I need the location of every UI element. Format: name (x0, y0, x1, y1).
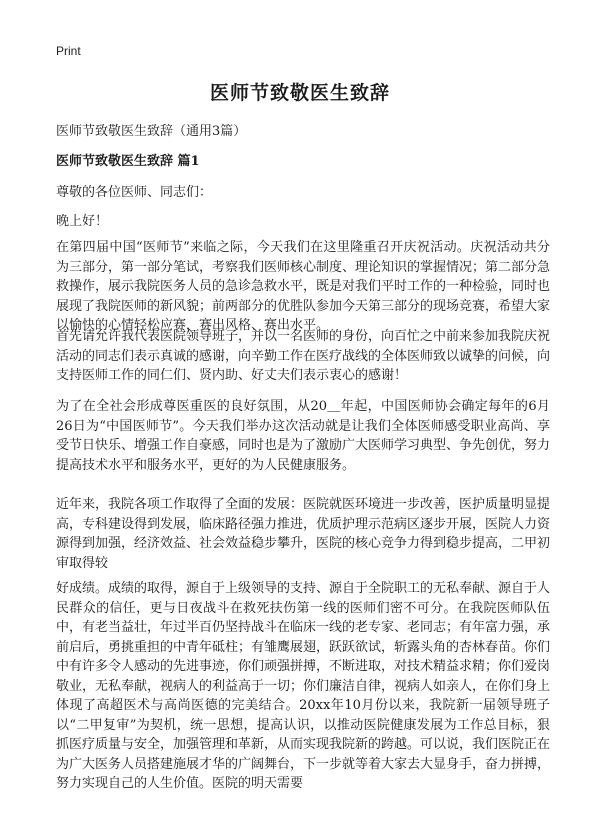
document-subtitle: 医师节致敬医生致辞（通用3篇） (56, 124, 247, 139)
document-title: 医师节致敬医生致辞 (209, 82, 390, 104)
greeting: 晚上好！ (56, 214, 109, 229)
paragraph-2: 首先请允许我代表医院领导班子，并以一名医师的身份，向百忙之中前来参加我院庆祝活动的同志们表示真诚的感谢，向辛勤工作在医疗战线的全体医师致以诚挚的问候，向支持医师工作的同仁们、贤内助、好丈夫们表示衷心的感谢！ (56, 329, 551, 383)
print-label[interactable]: Print (56, 44, 81, 58)
paragraph-4: 近年来，我院各项工作取得了全面的发展：医院就医环境进一步改善，医护质量明显提高，专科建设得到发展，临床路径强力推进，优质护理示范病区逐步开展，医院人力资源得到加强，经济效益、社会效益稳步攀升，医院的核心竞争力得到稳步提高，二甲初审取得较 (56, 497, 551, 571)
section-heading: 医师节致敬医生致辞 篇1 (56, 154, 200, 169)
paragraph-3: 为了在全社会形成尊医重医的良好氛围，从20＿年起，中国医师协会确定每年的6月26日为“中国医师节”。今天我们举办这次活动就是让我们全体医师感受职业高尚、享受节日快乐、增强工作自豪感，同时也是为了激励广大医师学习典型、争先创优，努力提高技术水平和服务水平，更好的为人民健康服务。 (56, 399, 551, 473)
paragraph-1: 在第四届中国“医师节”来临之际，今天我们在这里隆重召开庆祝活动。庆祝活动共分为三部分，第一部分笔试，考察我们医师核心制度、理论知识的掌握情况；第二部分急救操作，展示我院医务人员的急诊急救水平，既是对我们平时工作的一种检验，同时也展现了我院医师的新风貌；前两部分的优胜队参加今天第三部分的现场竞赛，希望大家以愉快的心情轻松应赛，赛出风格、赛出水平。 (56, 240, 551, 333)
salutation: 尊敬的各位医师、同志们： (56, 185, 213, 200)
paragraph-5: 好成绩。成绩的取得，源自于上级领导的支持、源自于全院职工的无私奉献、源自于人民群众的信任，更与日夜战斗在救死扶伤第一线的医师们密不可分。在我院医师队伍中，有老当益壮，年过半百仍坚持战斗在临床一线的老专家、老同志；有年富力强，承前启后，勇挑重担的中青年砥柱；有雏鹰展翅，跃跃欲试，斩露头角的杏林春苗。你们中有许多令人感动的先进事迹，你们顽强拼搏，不断进取，对技术精益求精；你们爱岗敬业，无私奉献，视病人的利益高于一切；你们廉洁自律，视病人如亲人，在你们身上体现了高超医术与高尚医德的完美结合。20xx年10月份以来，我院新一届领导班子以“二甲复审”为契机，统一思想，提高认识，以推动医院健康发展为工作总目标，狠抓医疗质量与安全，加强管理和革新，从而实现我院新的跨越。可以说，我们医院正在为广大医务人员搭建施展才华的广阔舞台，下一步就等着大家去大显身手，奋力拼搏，努力实现自己的人生价值。医院的明天需要 (56, 581, 551, 791)
